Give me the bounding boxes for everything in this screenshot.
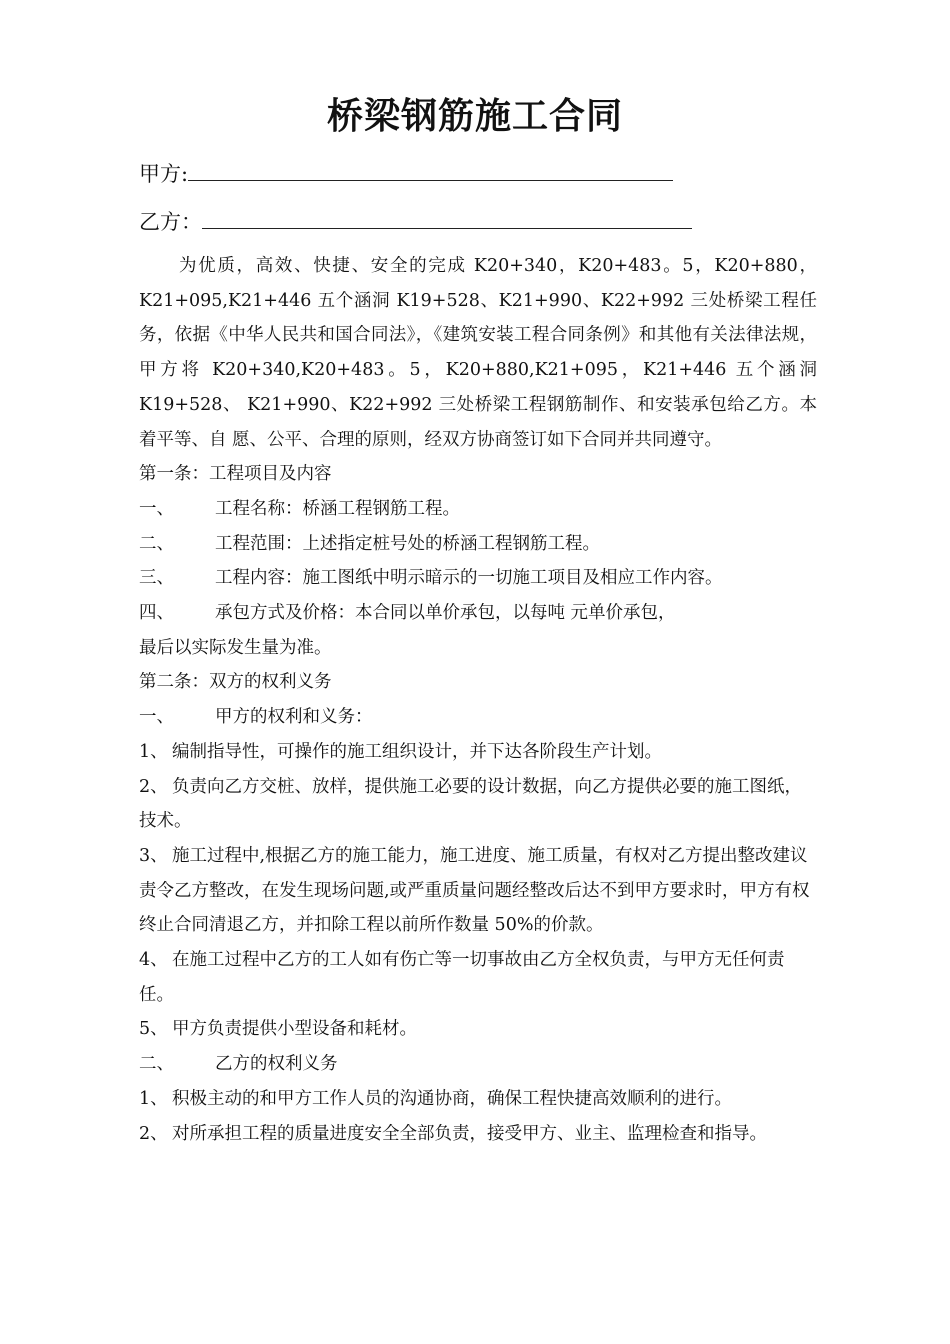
item-number: 1、	[139, 1088, 168, 1109]
contract-body	[139, 249, 817, 1151]
section-a-item	[139, 839, 817, 943]
item-text: 甲方负责提供小型设备和耗材。	[172, 1019, 417, 1040]
item-number: 2、	[139, 776, 168, 797]
section-a-item	[139, 943, 817, 1012]
article-1-item	[139, 492, 817, 527]
section-b-heading	[139, 1047, 817, 1082]
article-1-heading: 第一条：工程项目及内容	[139, 464, 332, 485]
party-a-label: 甲方:	[139, 162, 189, 186]
intro-paragraph: 为优质，高效、快捷、安全的完成 K20+340，K20+483。5，K20+880，K21+095,K21+446 五个涵洞 K19+528、K21+990、K22+992 三处桥梁工程任务，依据《中华人民共和国合同法》，《建筑安装工程合同条例》和其他有关法律法规，甲方将 K20+340,K20+483。5，K20+880,K21+095，K21+446 五个涵洞 K19+528、 K21+990、K22+992 三处桥梁工程钢筋制作、和安装承包给乙方。本着平等、自 愿、公平、合理的原则，经双方协商签订如下合同并共同遵守。	[139, 256, 817, 450]
section-b-item	[139, 1117, 817, 1152]
article-1-continuation: 最后以实际发生量为准。	[139, 637, 332, 658]
item-text: 编制指导性，可操作的施工组织设计，并下达各阶段生产计划。	[172, 741, 662, 762]
section-number: 一、	[139, 707, 174, 728]
party-a-blank-line	[188, 160, 673, 181]
section-number: 二、	[139, 1054, 174, 1075]
item-number: 2、	[139, 1123, 168, 1144]
section-a-heading	[139, 700, 817, 735]
item-number: 4、	[139, 950, 168, 971]
item-text: 工程范围：上述指定桩号处的桥涵工程钢筋工程。	[215, 533, 600, 554]
article-2-heading: 第二条：双方的权利义务	[139, 672, 332, 693]
document-title: 桥梁钢筋施工合同	[326, 95, 623, 137]
item-number: 1、	[139, 741, 168, 762]
article-1-item	[139, 561, 817, 596]
item-number: 二、	[139, 533, 174, 554]
section-a-item	[139, 770, 817, 839]
party-b-blank-line	[202, 208, 692, 229]
item-number: 3、	[139, 845, 168, 866]
item-text: 积极主动的和甲方工作人员的沟通协商，确保工程快捷高效顺利的进行。	[172, 1088, 732, 1109]
item-text: 工程名称：桥涵工程钢筋工程。	[215, 498, 460, 519]
section-a-item	[139, 1012, 817, 1047]
section-title: 甲方的权利和义务：	[215, 707, 373, 728]
item-number: 三、	[139, 568, 174, 589]
item-number: 四、	[139, 603, 174, 624]
party-a-row	[139, 158, 673, 188]
item-text: 承包方式及价格：本合同以单价承包，以每吨 元单价承包，	[215, 603, 676, 624]
party-b-row	[139, 206, 692, 236]
item-text: 负责向乙方交桩、放样，提供施工必要的设计数据，向乙方提供必要的施工图纸，技术。	[139, 776, 802, 832]
item-text: 对所承担工程的质量进度安全全部负责，接受甲方、业主、监理检查和指导。	[172, 1123, 767, 1144]
item-number: 5、	[139, 1019, 168, 1040]
article-1-item	[139, 596, 817, 631]
party-b-label: 乙方：	[139, 210, 202, 234]
section-title: 乙方的权利义务	[215, 1054, 338, 1075]
item-number: 一、	[139, 498, 174, 519]
item-text: 施工过程中,根据乙方的施工能力，施工进度、施工质量，有权对乙方提出整改建议责令乙方整改，在发生现场问题,或严重质量问题经整改后达不到甲方要求时，甲方有权终止合同清退乙方，并扣除工程以前所作数量 50%的价款。	[139, 845, 810, 936]
item-text: 工程内容：施工图纸中明示暗示的一切施工项目及相应工作内容。	[215, 568, 723, 589]
item-text: 在施工过程中乙方的工人如有伤亡等一切事故由乙方全权负责，与甲方无任何责任。	[139, 950, 785, 1005]
section-a-item	[139, 735, 817, 770]
section-b-item	[139, 1082, 817, 1117]
article-1-item	[139, 527, 817, 562]
